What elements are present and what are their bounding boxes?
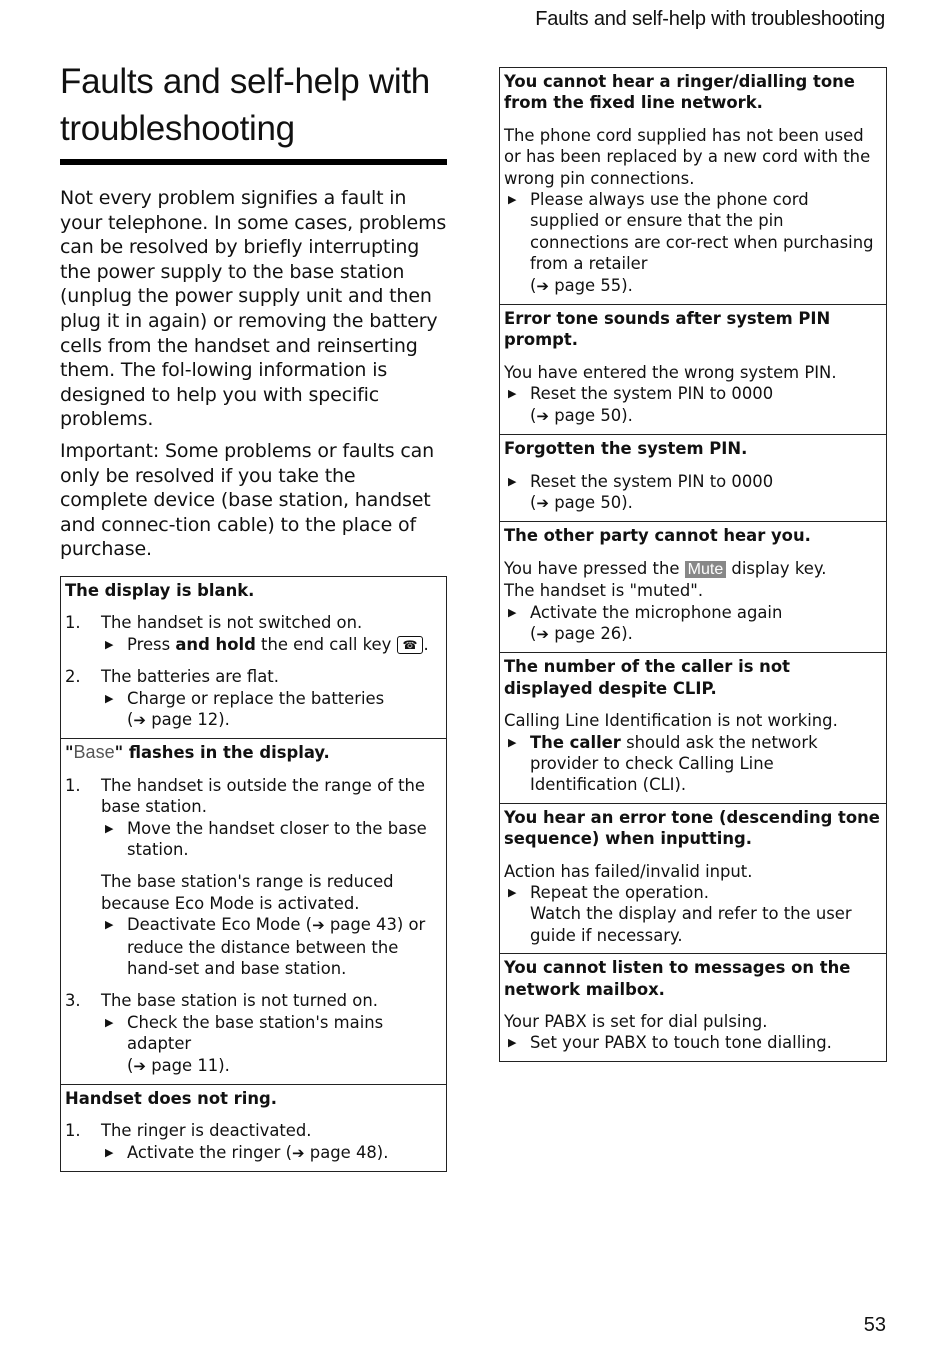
section-title-rest: " flashes in the display. [114, 743, 330, 763]
bullet-triangle-icon: ▶ [508, 735, 517, 749]
end-call-key-icon: ☎ [397, 636, 424, 654]
remedy-item [504, 732, 882, 796]
remedy-text: Press [127, 634, 176, 654]
remedy-text: Move the handset closer to the base station. [127, 818, 427, 859]
page-reference: page 11). [151, 1055, 230, 1075]
bullet-triangle-icon: ▶ [105, 1145, 114, 1159]
section-handset-no-ring [61, 1084, 446, 1171]
remedy-text: Repeat the operation. [530, 883, 709, 902]
cause-number: 1. [65, 775, 81, 795]
remedy-text: Charge or replace the batteries [127, 688, 385, 708]
bullet-triangle-icon: ▶ [105, 637, 114, 651]
section-title: Forgotten the system PIN. [504, 439, 748, 459]
section-title [65, 742, 442, 763]
remedy-text: the end call key [255, 634, 392, 654]
bullet-triangle-icon: ▶ [508, 1036, 517, 1050]
remedy-text: Set your PABX to touch tone dialling. [530, 1033, 832, 1053]
section-title: The number of the caller is not displayed despite CLIP. [504, 657, 790, 698]
remedy-item [101, 818, 442, 861]
remedy-item [101, 914, 442, 979]
remedy-item: ▶ Press and hold the end call key ☎ . [101, 634, 442, 655]
bullet-triangle-icon: ▶ [105, 691, 114, 705]
cause-number: 1. [65, 1121, 81, 1141]
cause-text: The base station's range is reduced because Eco Mode is activated. [101, 872, 394, 913]
remedy-item: ▶ Please always use the phone cord supplied or ensure that the pin connections are cor-rect when purchasing from a retailer (➔ page 55). [504, 189, 882, 297]
page-reference: page 26). [554, 623, 633, 643]
remedy-text: Reset the system PIN to 0000 [530, 384, 774, 404]
troubleshooting-table-left [60, 576, 447, 1172]
numbered-cause [65, 775, 442, 980]
cause-text: Calling Line Identification is not working. [504, 711, 838, 731]
remedy-text: Activate the ringer ( [127, 1142, 293, 1162]
page-reference: page 12). [151, 709, 230, 729]
remedy-bold: The caller [530, 732, 621, 752]
left-column [60, 58, 447, 1172]
cause-text: The base station is not turned on. [101, 991, 378, 1011]
remedy-text: Watch the display and refer to the user guide if necessary. [530, 904, 852, 945]
section-title: The display is blank. [65, 580, 255, 600]
page-reference: page 55). [554, 275, 633, 295]
page-number: 53 [863, 1314, 886, 1336]
numbered-cause [65, 612, 442, 655]
numbered-cause [65, 1120, 442, 1164]
remedy-item: ▶ Check the base station's mains adapter (➔ page 11). [101, 1012, 442, 1077]
page-reference-arrow-icon: ➔ [536, 624, 549, 643]
bullet-triangle-icon: ▶ [105, 1015, 114, 1029]
remedy-text: Reset the system PIN to 0000 [530, 471, 774, 491]
cause-text-part: display key. [726, 558, 827, 578]
cause-text: The phone cord supplied has not been used or has been replaced by a new cord with the wrong pin connections. [504, 125, 871, 188]
cause-text: Action has failed/invalid input. [504, 861, 753, 881]
section-network-mailbox [500, 953, 886, 1061]
cause-text [504, 558, 882, 580]
bullet-triangle-icon: ▶ [105, 821, 114, 835]
bullet-triangle-icon: ▶ [508, 605, 517, 619]
section-title: Handset does not ring. [65, 1089, 277, 1109]
section-clip [500, 652, 886, 802]
page-reference-arrow-icon: ➔ [292, 1143, 305, 1162]
page-reference: page 50). [554, 405, 633, 425]
remedy-text: Check the base station's mains adapter [127, 1012, 384, 1054]
cause-number: 2. [65, 667, 81, 687]
section-error-tone-input [500, 803, 886, 953]
remedy-text: should ask the network provider to check Calling Line Identification (CLI). [530, 732, 818, 795]
remedy-text: Please always use the phone cord supplied or ensure that the pin connections are cor-rect when purchasing from a retailer [530, 190, 874, 274]
section-title: You cannot hear a ringer/dialling tone from the fixed line network. [504, 72, 855, 113]
bullet-triangle-icon: ▶ [105, 918, 114, 932]
right-column [499, 67, 887, 1062]
section-other-party-cannot-hear [500, 521, 886, 652]
cause-number: 3. [65, 991, 81, 1011]
remedy-item: ▶ Reset the system PIN to 0000 (➔ page 50). [504, 383, 882, 427]
remedy-text: Deactivate Eco Mode ( [127, 915, 313, 935]
quote-mark: " [65, 743, 74, 763]
cause-text: You have entered the wrong system PIN. [504, 362, 837, 382]
page-reference-arrow-icon: ➔ [536, 276, 549, 295]
page-reference-arrow-icon: ➔ [133, 710, 146, 729]
cause-text: The handset is outside the range of the base station. [101, 775, 426, 817]
display-text-base: Base [73, 742, 115, 763]
cause-text: The handset is "muted". [504, 581, 704, 601]
section-no-dialling-tone [500, 68, 886, 304]
cause-text: Your PABX is set for dial pulsing. [504, 1012, 768, 1032]
cause-text: The ringer is deactivated. [101, 1121, 312, 1141]
bullet-triangle-icon: ▶ [508, 474, 517, 488]
page-reference-arrow-icon: ➔ [536, 493, 549, 512]
remedy-text: Activate the microphone again [530, 602, 783, 622]
numbered-cause [65, 990, 442, 1077]
section-base-flashes [61, 738, 446, 1084]
remedy-item [504, 882, 882, 946]
remedy-item: ▶ Activate the microphone again (➔ page 26). [504, 602, 882, 646]
page-title: Faults and self-help with troubleshooting [60, 58, 447, 165]
cause-number: 1. [65, 613, 81, 633]
numbered-cause [65, 666, 442, 731]
bullet-triangle-icon: ▶ [508, 193, 517, 207]
cause-text-part: You have pressed the [504, 558, 685, 578]
page-reference: page 50). [554, 492, 633, 512]
section-title: You hear an error tone (descending tone sequence) when inputting. [504, 807, 880, 849]
section-error-tone-pin [500, 304, 886, 434]
cause-text: The batteries are flat. [101, 667, 279, 687]
remedy-item [101, 1142, 442, 1164]
section-title: The other party cannot hear you. [504, 526, 811, 546]
section-forgotten-pin [500, 434, 886, 521]
page-reference-arrow-icon: ➔ [133, 1056, 146, 1075]
mute-display-key: Mute [685, 561, 727, 578]
remedy-item [504, 1032, 882, 1053]
page-reference-arrow-icon: ➔ [536, 406, 549, 425]
section-title: Error tone sounds after system PIN prompt. [504, 309, 831, 350]
remedy-bold: and hold [175, 634, 256, 654]
remedy-item: ▶ Reset the system PIN to 0000 (➔ page 50). [504, 471, 882, 515]
remedy-item: ▶ Charge or replace the batteries (➔ page 12). [101, 688, 442, 732]
intro-paragraph: Not every problem signifies a fault in your telephone. In some cases, problems can be resolved by briefly interrupting the power supply to the base station (unplug the power supply unit and then plug it in again) or removing the battery cells from the handset and reinserting them. The fol-lowing information is designed to help you with specific problems. [60, 187, 447, 431]
section-display-blank [61, 577, 446, 738]
cause-text: The handset is not switched on. [101, 613, 363, 633]
running-header: Faults and self-help with troubleshooting [535, 8, 885, 30]
page-reference: page 48). [304, 1142, 389, 1162]
intro-text [60, 186, 447, 562]
intro-paragraph: Important: Some problems or faults can only be resolved if you take the complete device (base station, handset and connec-tion cable) to the place of purchase. [60, 439, 435, 561]
bullet-triangle-icon: ▶ [508, 886, 517, 899]
page-reference-arrow-icon: ➔ [312, 916, 325, 935]
troubleshooting-table-right [499, 67, 887, 1062]
remedy-text: page 43) or reduce the distance between the hand-set and base station. [127, 915, 426, 978]
section-title: You cannot listen to messages on the network mailbox. [504, 958, 851, 999]
bullet-triangle-icon: ▶ [508, 387, 517, 401]
